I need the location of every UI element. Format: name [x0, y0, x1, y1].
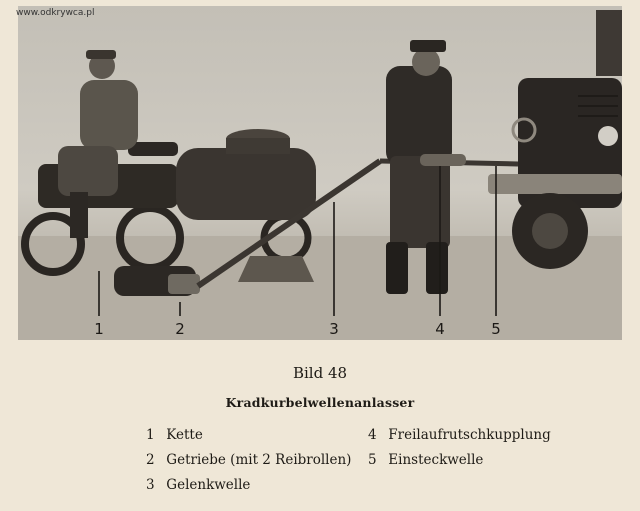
watermark: www.odkrywca.pl: [16, 8, 95, 18]
legend-number: 4: [368, 427, 377, 443]
callout-4: 4: [435, 320, 445, 338]
photograph: [18, 6, 622, 340]
legend-text: Getriebe (mit 2 Reibrollen): [166, 452, 352, 468]
legend-text: Freilaufrutschkupplung: [388, 427, 551, 443]
figure-title: Bild 48: [292, 364, 348, 382]
legend-number: 5: [368, 452, 377, 468]
callout-2: 2: [175, 320, 185, 338]
figure-subtitle: Kradkurbelwellenanlasser: [225, 395, 415, 410]
legend-item: [146, 477, 250, 493]
legend-item: [368, 452, 483, 468]
legend-item: [146, 452, 351, 468]
legend-item: [368, 427, 551, 443]
truck: [488, 10, 622, 269]
photo-illustration: [18, 6, 622, 340]
legend-text: Kette: [166, 427, 203, 443]
legend-number: 2: [146, 452, 155, 468]
legend-text: Gelenkwelle: [166, 477, 251, 493]
legend-text: Einsteckwelle: [388, 452, 484, 468]
callout-3: 3: [329, 320, 339, 338]
legend-number: 1: [146, 427, 155, 443]
legend-number: 3: [146, 477, 155, 493]
callout-5: 5: [491, 320, 501, 338]
callout-1: 1: [94, 320, 104, 338]
legend-item: [146, 427, 203, 443]
